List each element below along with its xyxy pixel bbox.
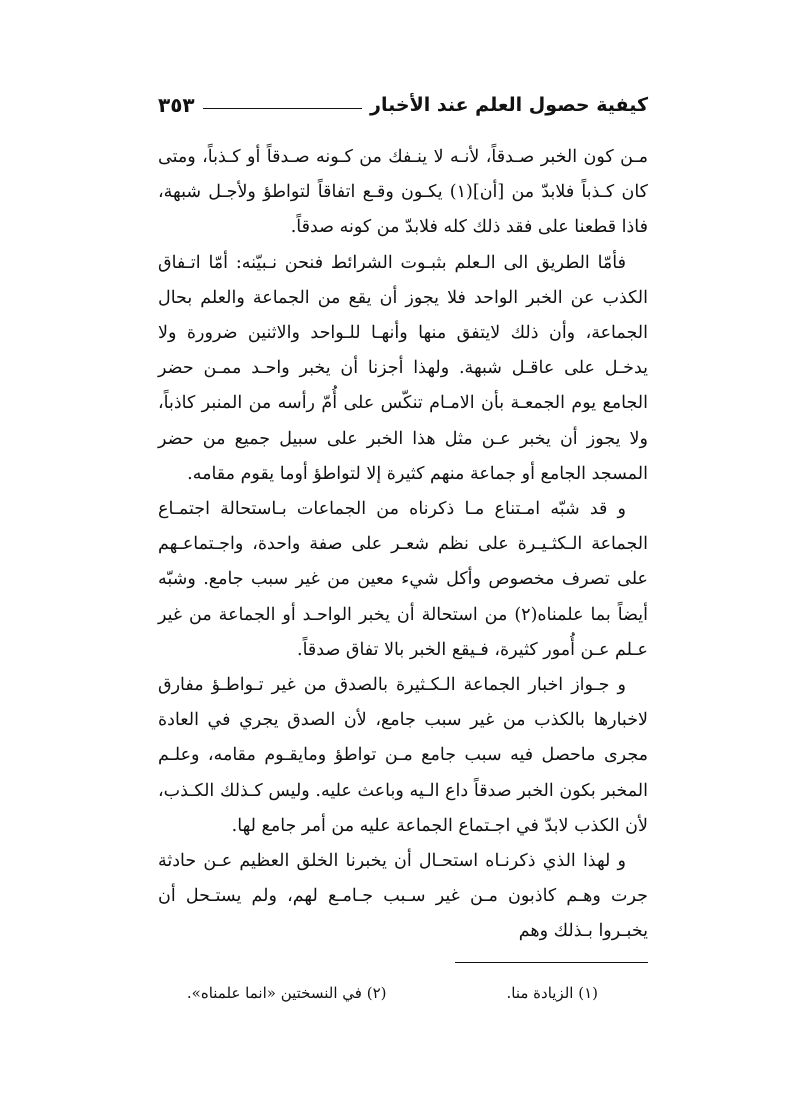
header-rule	[203, 98, 362, 109]
paragraph: و لهذا الذي ذكرنـاه استحـال أن يخبرنا الخلق العظيم عـن حادثة جرت وهـم كاذبون مـن غير سـبب جـامـع لهم، ولم يستـحل أن يخبـروا بـذلك وهم	[158, 851, 648, 942]
footnote-rule	[455, 962, 648, 963]
paragraph: و جـواز اخبار الجماعة الـكـثيرة بالصدق من غير تـواطـؤ مفارق لاخبارها بالكذب من غير سبب جامع، لأن الصدق يجري في العادة مجرى ماحصل فيه سبب جامع مـن تواطؤ ومايقـوم مقامه، وعلـم المخبر بكون الخبر صدقاً داع الـيه وباعث عليه. وليس كـذلك الكـذب، لأن الكذب لابدّ في اجـتماع الجماعة عليه من أمر جامع لها.	[158, 675, 648, 836]
footnotes	[158, 984, 648, 1002]
running-title: كيفية حصول العلم عند الأخبار	[370, 94, 648, 116]
paragraph-continuation: مـن كون الخبر صـدقاً، لأنـه لا ينـفك من كـونه صـدقاً أو كـذباً، ومتى كان كـذباً فلابدّ من [أن](١) يكـون وقـع اتفاقاً لتواطؤ ولأجـل شبهة، فاذا قطعنا على فقد ذلك كله فلابدّ من كونه صدقاً.	[158, 147, 648, 238]
page-number: ٣٥٣	[158, 93, 195, 117]
paragraph: و قد شبّه امـتناع مـا ذكرناه من الجماعات بـاستحالة اجتمـاع الجماعة الـكثـيـرة على نظم شعـر على صفة واحدة، واجـتماعـهم على تصرف مخصوص وأكل شيء معين من غير سبب جامع. وشبّه أيضاً بما علمناه(٢) من استحالة أن يخبر الواحـد أو الجماعة من غير عـلم عـن أُمور كثيرة، فـيقع الخبر بالا تفاق صدقاً.	[158, 499, 648, 660]
page-header	[158, 88, 648, 122]
main-text	[158, 140, 648, 950]
footnote-1: (١) الزيادة منا.	[506, 984, 598, 1002]
footnote-2: (٢) في النسختين «انما علمناه».	[186, 984, 387, 1002]
paragraph: فأمّا الطريق الى الـعلم بثبـوت الشرائط فنحن نـبيّنه: أمّا اتـفاق الكذب عن الخبر الواحد فلا يجوز أن يقع من الجماعة والعلم بحال الجماعة، وأن ذلك لايتفق منها وأنهـا للـواحد والاثنين ضرورة ولا يدخـل على عاقـل شبهة. ولهذا أجزنا أن يخبر واحـد ممـن حضر الجامع يوم الجمعـة بأن الامـام تنكّس على أُمّ رأسه من المنبر كاذباً، ولا يجوز أن يخبر عـن مثل هذا الخبر على سبيل جميع من حضر المسجد الجامع أو جماعة منهم كثيرة إلا لتواطؤ أوما يقوم مقامه.	[158, 252, 648, 484]
